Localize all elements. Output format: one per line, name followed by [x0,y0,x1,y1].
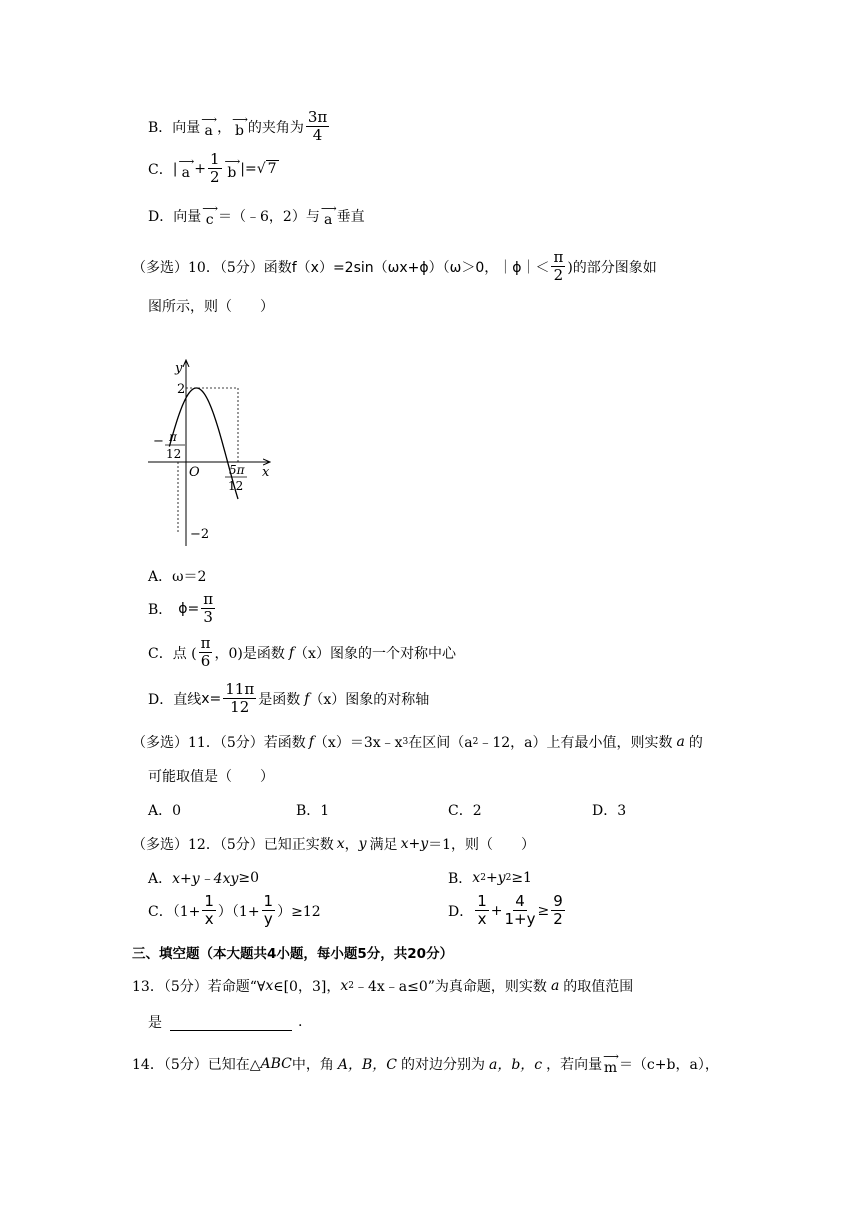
vector-b: ⟶ b [224,155,240,181]
answer-blank[interactable] [170,1014,292,1031]
nine-halves: $\frac{9}{2}$ [553,892,563,928]
vector-m: ⟶ m [603,1050,618,1076]
q10-stem-line1: （多选）10．（5分）函数 f（x）=2sin（ωx+ϕ）（ω＞0，｜ϕ｜＜ $\frac{\pi}{2}$ )的部分图象如 [132,248,657,284]
ymin-label: −2 [190,527,210,542]
vector-a: ⟶ a [201,113,217,139]
left-tick-sign: − [153,434,164,449]
q13-stem-line1: 13．（5分）若命题“∀ x ∈[0，3]， x 2 ﹣4x﹣a≤0”为真命题，则实数 a 的取值范围 [132,978,634,995]
x-axis-label: x [262,465,270,480]
one-over-y: $\frac{1}{y}$ [263,892,274,928]
q9-option-d: D．向量 ⟶ c ＝（﹣6，2）与 ⟶ a 垂直 [148,202,365,228]
q11-option-c: C．2 [448,803,482,819]
eleven-pi-twelfth-fraction: $\frac{11\pi}{12}$ [225,680,255,716]
four-over-one-plus-y: $\frac{4}{1+y}$ [504,892,536,928]
q12-option-b: B． x 2 + y 2 ≥1 [448,870,532,887]
q12-option-a: A． x+y﹣4xy ≥0 [148,870,260,887]
pi-half-fraction: $\frac{\pi}{2}$ [553,248,564,284]
q10-option-d: D．直线 x= $\frac{11\pi}{12}$ 是函数 f （x）图象的对称轴 [148,680,430,716]
q9-option-b: B．向量 ⟶ a ， ⟶ b 的夹角为 $\frac{3\pi}{4}$ [148,108,328,144]
right-tick-den: 12 [228,479,244,493]
one-over-x: $\frac{1}{x}$ [477,892,487,928]
q11-option-a: A．0 [148,803,182,819]
pi-third-fraction: $\frac{\pi}{3}$ [203,590,214,626]
q10-stem-line2: 图所示，则（ ） [148,299,274,315]
one-over-x: $\frac{1}{x}$ [204,892,214,928]
sine-graph [145,352,280,550]
left-tick-den: 12 [166,447,182,461]
ymax-label: 2 [177,382,186,397]
y-axis-label: y [175,361,183,376]
angle-fraction: $\frac{3\pi}{4}$ [307,108,328,144]
pi-sixth-fraction: $\frac{\pi}{6}$ [200,634,211,670]
q12-option-c: C．（1+ $\frac{1}{x}$ ）（1+ $\frac{1}{y}$ ）≥12 [148,892,321,928]
q13-stem-line2: 是 . [148,1014,303,1031]
q11-stem-line2: 可能取值是（ ） [148,769,274,785]
q12-stem: （多选）12．（5分）已知正实数 x ， y 满足 x+y ＝1，则（ ） [132,836,536,853]
q11-option-b: B．1 [296,803,330,819]
vector-b: ⟶ b [232,113,247,139]
q11-option-d: D．3 [592,803,627,819]
q10-option-c: C．点 ( $\frac{\pi}{6}$ ，0) 是函数 f （x）图象的一个对称中心 [148,634,456,670]
q12-option-d: D． $\frac{1}{x}$ + $\frac{4}{1+y}$ ≥ $\frac{9}{2}$ [448,892,563,928]
q11-stem-line1: （多选）11．（5分）若函数 f （x）＝3x﹣x 3 在区间（a 2 ﹣12，a）上有最小值，则实数 a 的 [132,734,703,751]
vector-a: ⟶ a [178,155,194,181]
q10-option-b: B． ϕ= $\frac{\pi}{3}$ [148,590,214,626]
left-tick-num: π [169,430,177,444]
q9-option-c: C． | ⟶ a + $\frac{1}{2}$ ⟶ b |= √ 7 [148,150,277,186]
sqrt-seven: √ 7 [256,161,277,177]
origin-label: O [189,465,200,480]
q10-option-a: A．ω＝2 [148,569,207,585]
right-tick-num: 5π [229,463,245,477]
half-fraction: $\frac{1}{2}$ [209,150,220,186]
section-three-heading: 三、填空题（本大题共4小题，每小题5分，共20分） [132,946,454,962]
vector-a: ⟶ a [320,202,336,228]
q14-stem-line1: 14．（5分）已知在△ ABC 中，角 A，B，C 的对边分别为 a，b，c ，若向量 ⟶ m ＝（c+b，a）， [132,1050,719,1076]
vector-c: ⟶ c [202,202,218,228]
